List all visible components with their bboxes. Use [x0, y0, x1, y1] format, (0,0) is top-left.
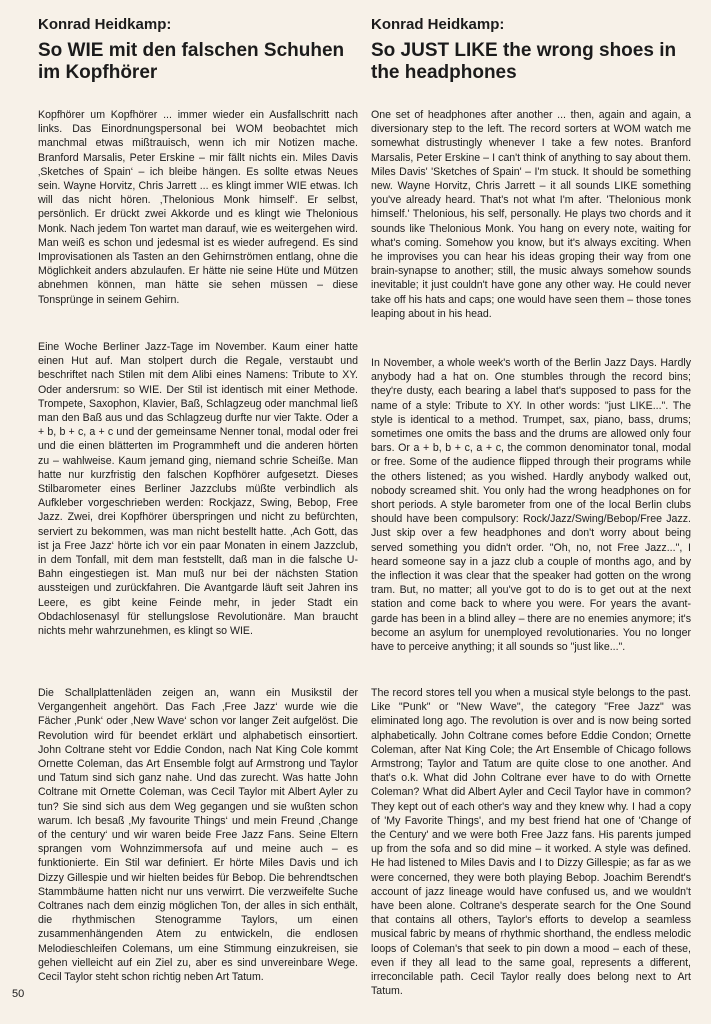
paragraph: In November, a whole week's worth of the Berlin Jazz Days. Hardly anybody had a hat on. One stumbles through the record bins; they're dusty, each bearing a label that's supposed to pass for the name of a style: Tribute to XY. In other words: "just LIKE...". The style is identical to a method. Trumpet, sax, piano, bass, drums; sometimes one omits the bass and the drums are allowed only four bars. Or a + b, b + c, a + c, the common denominator tonal, modal or free. Some of the audience flipped through their programs while the others listened; as you wished. Hardly anybody walked out, nobody screamed shit. You only had the wrong headphones on for short periods. A style barometer from one of the local Berlin clubs should have been compulsory: Rock/Jazz/Swing/Bebop/Free Jazz. Just skip over a few headphones and don't worry about being served something you didn't order. "Oh, no, not Free Jazz...", I heard someone say in a jazz club a couple of months ago, and by the inflection it was clear that the speaker had gotten on the wrong tram. But, no matter; all you've got to do is to get out at the next station and come back to where you were. For years the avant-garde has been in a blind alley – there are no enemies anymore; it's become an asylum for unemployed revolutionaries. You no longer have to perceive anything; it all sounds so "just like...".	[371, 357, 691, 654]
paragraph: One set of headphones after another ... then, again and again, a diversionary step to the left. The record sorters at WOM watch me somewhat distrustingly whenever I take a few notes. Branford Marsalis, Peter Erskine – I can't think of anything to say about them. Miles Davis' 'Sketches of Spain' – I'm stuck. It should be something new. Wayne Horvitz, Chris Jarrett – it all sounds LIKE something you've already heard. That's not what I'm after. 'Thelonious monk himself.' Thelonious, his self, personally. He plays two chords and it sounds like Thelonious Monk. You hang on every note, waiting for what's coming. Somehow you know, but it's always exciting. When he improvises you can hear his ideas groping their way from one brain-synapse to another; still, the music always somehow sounds inevitable; it just couldn't have gone any other way. He could never take off his hats and caps; one would have seen them – those tones leaping about in his head.	[371, 109, 691, 320]
paragraph: Die Schallplattenläden zeigen an, wann ein Musikstil der Vergangenheit angehört. Das Fach ‚Free Jazz‘ wurde wie die Fächer ‚Punk‘ oder ‚New Wave‘ schon vor langer Zeit aufgelöst. Die Revolution wird für beendet erklärt und alphabetisch einsortiert. John Coltrane steht vor Eddie Condon, nach Nat King Cole kommt Ornette Coleman, das Art Ensemble folgt auf Armstrong und Taylor und Tatum sind sich ganz nahe. Und das zurecht. Was hatte John Coltrane mit Ornette Coleman, was Cecil Taylor mit Albert Ayler zu tun? Sie sind sich aus dem Weg gegangen und sie wußten schon warum. Ich besaß ‚My favourite Things‘ und mein Freund ‚Change of the century‘ und wir waren beide Free Jazz Fans. Seine Eltern sprangen vom Wohnzimmersofa auf und meine auch – es funktionierte. Ein Stil war definiert. Er hörte Miles Davis und ich Dizzy Gillespie und wir hielten beides für Bebop. Die behrendtschen Stammbäume hatten nicht nur uns verwirrt. Die verzweifelte Suche Coltranes nach dem einzig möglichen Ton, der alles in sich enthält, die rhythmischen Stenogramme Taylors, um einen zusammenhängenden Atem zu entwickeln, die endlosen Melodieschleifen Colemans, um eine Stimmung einzukreisen, sie gehen vielleicht auf ein Ziel zu, aber es sind unvereinbare Wege. Cecil Taylor steht schon richtig neben Art Tatum.	[38, 687, 358, 984]
german-column	[38, 16, 358, 984]
author-name: Konrad Heidkamp:	[38, 16, 172, 33]
english-column	[371, 16, 691, 998]
article-title: So JUST LIKE the wrong shoes in the headphones	[371, 40, 677, 83]
paragraph: The record stores tell you when a musical style belongs to the past. Like "Punk" or "New Wave", the category "Free Jazz" was eliminated long ago. The revolution is over and is now being sorted alphabetically. John Coltrane comes before Eddie Condon; Ornette Coleman, after Nat King Cole; the Art Ensemble of Chicago follows Armstrong; Taylor and Tatum are quite close to one another. And that's o.k. What did John Coltrane ever have to do with Ornette Coleman? What did Albert Ayler and Cecil Taylor have in common? They kept out of each other's way and they knew why. I had a copy of 'My Favorite Things', and my best friend hat one of 'Change of the Century' and we were both Free Jazz fans. His parents jumped up from the sofa and so did mine – it worked. A style was defined. He had listened to Miles Davis and I to Dizzy Gillespie; as far as we were concerned, they were both playing Bebop. Joachim Berendt's account of jazz lineage would have confused us, and we wouldn't have been alone. Coltrane's desperate search for the One Sound that contains all others, Taylor's efforts to develop a seamless musical fabric by means of rhythmic shorthand, the endless melodic loops of Coleman's that seek to pin down a mood – each of these, even if they all lead to the same goal, represents a different, irreconcilable path. Cecil Taylor really does belong next to Art Tatum.	[371, 687, 691, 998]
page-number: 50	[12, 988, 25, 1000]
paragraph: Eine Woche Berliner Jazz-Tage im November. Kaum einer hatte einen Hut auf. Man stolpert durch die Regale, verstaubt und beschriftet nach Stilen mit dem Alibi eines Namens: Tribute to XY. Oder andersrum: so WIE. Der Stil ist identisch mit einer Methode. Trompete, Saxophon, Klavier, Baß, Schlagzeug oder manchmal ließ man den Baß aus und das Schlagzeug durfte nur vier Takte. Oder a + b, b + c, a + c und der gemeinsame Nenner tonal, modal oder frei und die einen blätterten im Programmheft und die anderen hörten zu – wahlweise. Kaum jemand ging, niemand schrie Scheiße. Man hatte nur kurzfristig den falschen Kopfhörer aufgesetzt. Dieses Stilbarometer eines Berliner Jazzclubs müßte verbindlich als Aufkleber vorgeschrieben werden: Rockjazz, Swing, Bebop, Free Jazz. Zwei, drei Kopfhörer überspringen und nicht zu befürchten, serviert zu bekommen, was man nicht bestellt hatte. ‚Ach Gott, das ist ja Free Jazz‘ hörte ich vor ein paar Monaten in einem Jazzclub, in dem Tonfall, mit dem man feststellt, daß man in die falsche U-Bahn eingestiegen ist. Man muß nur bei der nächsten Station aussteigen und zurückfahren. Die Avantgarde läuft seit Jahren ins Leere, es gibt keine Feinde mehr, in jeder Stadt ein Obdachlosenasyl für stellungslose Revolutionäre. Man braucht nichts mehr wahrzunehmen, es klingt so WIE.	[38, 341, 358, 638]
article-title: So WIE mit den falschen Schuhen im Kopfhörer	[38, 40, 345, 83]
author-name: Konrad Heidkamp:	[371, 16, 505, 33]
paragraph: Kopfhörer um Kopfhörer ... immer wieder ein Ausfallschritt nach links. Das Einordnungspersonal bei WOM beobachtet mich manchmal etwas mißtrauisch, wenn ich mir Notizen mache. Branford Marsalis, Peter Erskine – mir fällt nichts ein. Miles Davis ‚Sketches of Spain‘ – ich bleibe hängen. Es sollte etwas Neues sein. Wayne Horvitz, Chris Jarrett ... es klingt immer WIE etwas. Ich will das nicht hören. ‚Thelonious Monk himself‘. Er selbst, persönlich. Er drückt zwei Akkorde und es klingt wie Thelonious Monk. Nach jedem Ton wartet man darauf, wie es weitergehen wird. Man weiß es schon und jedesmal ist es wieder aufregend. Es sind Improvisationen als Tasten an den Gehirnströmen entlang, ohne die Möglichkeit anders abzulaufen. Er hätte nie seine Hüte und Mützen abnehmen können, man hätte sie sehen müssen – diese Tonsprünge in seinem Gehirn.	[38, 109, 358, 306]
